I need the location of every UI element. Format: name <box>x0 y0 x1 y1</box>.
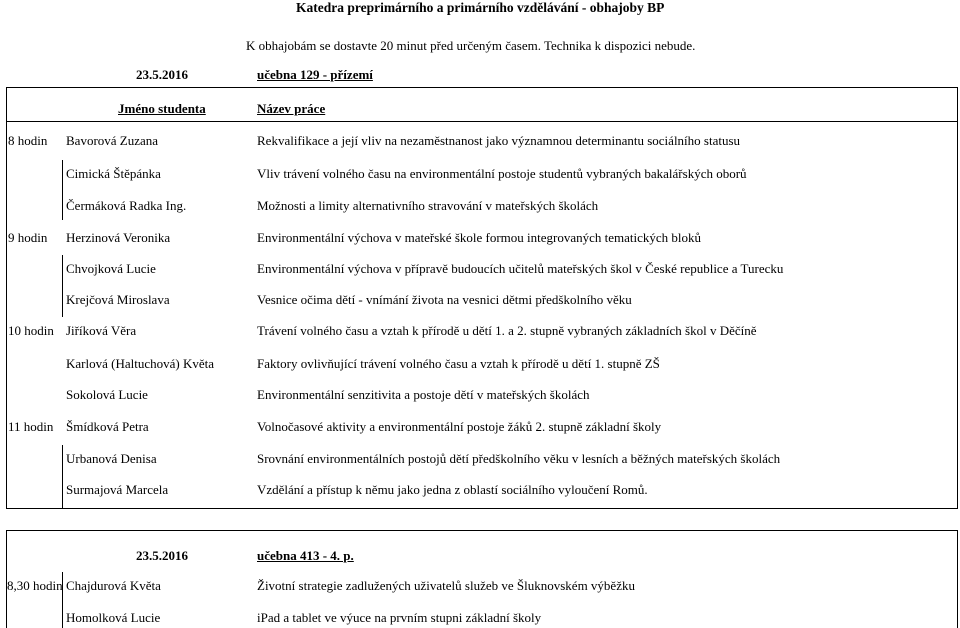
row-thesis: Environmentální výchova v mateřské škole formou integrovaných tematických bloků <box>257 230 702 245</box>
row-student: Karlová (Haltuchová) Květa <box>66 356 214 371</box>
session2-date: 23.5.2016 <box>136 548 188 563</box>
row-student: Chvojková Lucie <box>66 261 156 276</box>
row-thesis: Srovnání environmentálních postojů dětí předškolního věku v lesních a běžných mateřských školách <box>257 451 781 466</box>
row-time: 9 hodin <box>8 230 48 245</box>
row-student: Bavorová Zuzana <box>66 133 159 148</box>
row-student: Chajdurová Květa <box>66 578 161 593</box>
row-student: Sokolová Lucie <box>66 387 148 402</box>
row-student: Homolková Lucie <box>66 610 161 625</box>
row-time: 10 hodin <box>8 323 54 338</box>
page-title: Katedra preprimárního a primárního vzdělávání - obhajoby BP <box>296 0 665 15</box>
row-thesis: Faktory ovlivňující trávení volného času a vztah k přírodě u dětí 1. stupně ZŠ <box>257 356 660 371</box>
row-thesis: Trávení volného času a vztah k přírodě u dětí 1. a 2. stupně vybraných základních škol v Děčíně <box>257 323 757 338</box>
row-thesis: iPad a tablet ve výuce na prvním stupni základní školy <box>257 610 542 625</box>
row-student: Urbanová Denisa <box>66 451 157 466</box>
table-top-border <box>6 530 958 531</box>
group-divider <box>62 445 63 508</box>
table-right-border <box>957 87 958 508</box>
row-time: 11 hodin <box>8 419 54 434</box>
row-time: 8 hodin <box>8 133 48 148</box>
table-right-border <box>957 530 958 628</box>
row-student: Surmajová Marcela <box>66 482 169 497</box>
row-time: 8,30 hodin <box>7 578 63 593</box>
row-thesis: Vzdělání a přístup k němu jako jedna z oblastí sociálního vyloučení Romů. <box>257 482 648 497</box>
row-student: Jiříková Věra <box>66 323 137 338</box>
row-student: Herzinová Veronika <box>66 230 171 245</box>
column-header-student: Jméno studenta <box>118 101 206 116</box>
group-divider <box>62 255 63 317</box>
table-top-border <box>6 87 958 88</box>
row-thesis: Environmentální senzitivita a postoje dětí v mateřských školách <box>257 387 590 402</box>
notice-text: K obhajobám se dostavte 20 minut před určeným časem. Technika k dispozici nebude. <box>246 38 696 53</box>
row-student: Šmídková Petra <box>66 419 149 434</box>
session2-room: učebna 413 - 4. p. <box>257 548 354 563</box>
session1-room: učebna 129 - přízemí <box>257 67 373 82</box>
table-bottom-border <box>6 508 958 509</box>
row-student: Krejčová Miroslava <box>66 292 170 307</box>
row-thesis: Environmentální výchova v přípravě budoucích učitelů mateřských škol v České republice a Turecku <box>257 261 784 276</box>
group-divider <box>62 160 63 220</box>
session1-date: 23.5.2016 <box>136 67 188 82</box>
header-divider <box>6 121 958 122</box>
table-left-border <box>6 87 7 508</box>
row-thesis: Vliv trávení volného času na environmentální postoje studentů vybraných bakalářských oborů <box>257 166 747 181</box>
row-thesis: Možnosti a limity alternativního stravování v mateřských školách <box>257 198 599 213</box>
row-thesis: Životní strategie zadlužených uživatelů služeb ve Šluknovském výběžku <box>257 578 635 593</box>
row-thesis: Volnočasové aktivity a environmentální postoje žáků 2. stupně základní školy <box>257 419 662 434</box>
column-header-thesis: Název práce <box>257 101 326 116</box>
row-thesis: Vesnice očima dětí - vnímání života na vesnici dětmi předškolního věku <box>257 292 632 307</box>
row-student: Čermáková Radka Ing. <box>66 198 187 213</box>
row-thesis: Rekvalifikace a její vliv na nezaměstnanost jako významnou determinantu sociálního statusu <box>257 133 741 148</box>
row-student: Cimická Štěpánka <box>66 166 161 181</box>
